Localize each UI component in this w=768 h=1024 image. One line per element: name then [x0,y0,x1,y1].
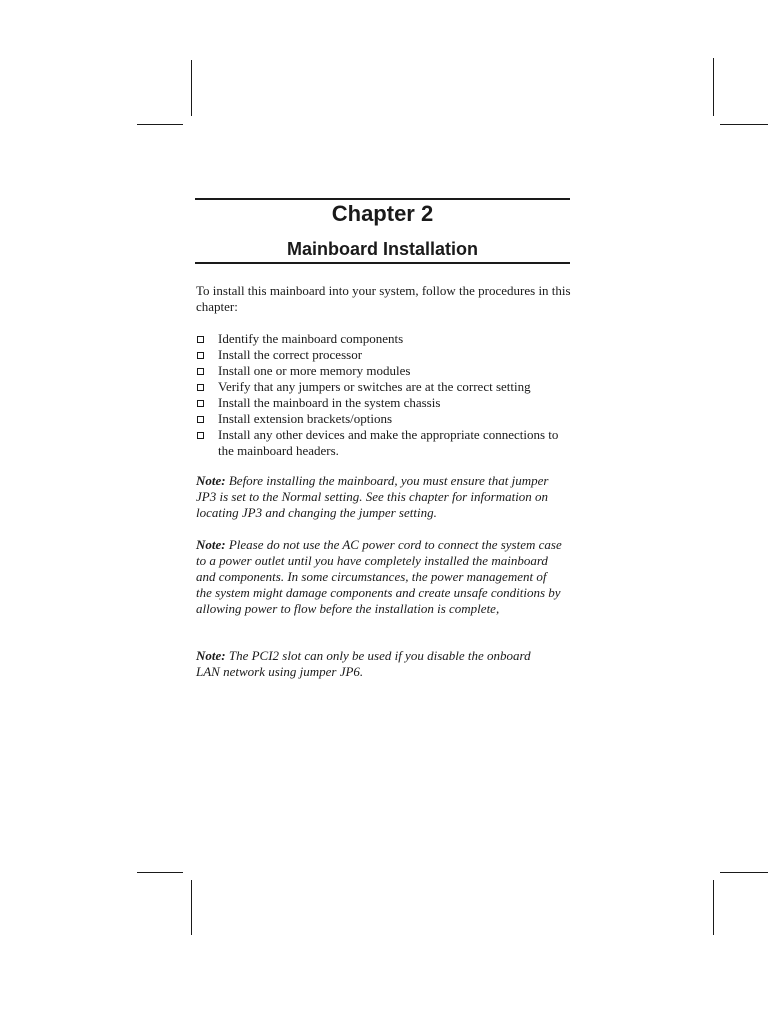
checkbox-bullet-icon [197,336,204,343]
list-item-text: Install the mainboard in the system chassis [218,395,441,410]
checkbox-bullet-icon [197,368,204,375]
list-item [196,363,576,379]
crop-mark-top-right-horizontal [720,124,768,125]
checkbox-bullet-icon [197,400,204,407]
note-label: Note: [196,537,226,552]
list-item-text: Install extension brackets/options [218,411,393,426]
note-jp3 [196,473,568,521]
list-item-text: Install the correct processor [218,347,363,362]
checkbox-bullet-icon [197,416,204,423]
list-item [196,331,576,347]
list-item [196,347,576,363]
crop-mark-bottom-right-horizontal [720,872,768,873]
note-power-cord [196,537,564,617]
note-label: Note: [196,648,226,663]
intro-paragraph: To install this mainboard into your system, follow the procedures in this chapter: [196,283,571,314]
bottom-rule [195,262,570,264]
crop-mark-top-left-horizontal [137,124,183,125]
crop-mark-top-left-vertical [191,60,192,116]
note-text: The PCI2 slot can only be used if you disable the onboard LAN network using jumper JP6. [196,648,531,679]
note-pci2-slot [196,648,554,680]
checkbox-bullet-icon [197,432,204,439]
list-item [196,411,576,427]
note-text: Before installing the mainboard, you must ensure that jumper JP3 is set to the Normal setting. See this chapter for information on locating JP3 and changing the jumper setting. [196,473,549,520]
crop-mark-bottom-right-vertical [713,880,714,935]
checkbox-bullet-icon [197,384,204,391]
list-item-text: Install any other devices and make the appropriate connections to the mainboard headers. [218,427,559,458]
list-item [196,379,576,395]
crop-mark-top-right-vertical [713,58,714,116]
note-label: Note: [196,473,226,488]
crop-mark-bottom-left-horizontal [137,872,183,873]
crop-mark-bottom-left-vertical [191,880,192,935]
list-item [196,395,576,411]
checkbox-bullet-icon [197,352,204,359]
list-item-text: Verify that any jumpers or switches are at the correct setting [218,379,531,394]
chapter-title: Chapter 2 [331,201,434,226]
chapter-subtitle: Mainboard Installation [286,239,478,259]
installation-steps-list [196,331,576,459]
list-item [196,427,570,459]
note-text: Please do not use the AC power cord to connect the system case to a power outlet until you have completely installed the mainboard and components. In some circumstances, the power management of the system might damage components and create unsafe conditions by allowing power to flow before the installation is complete, [196,537,562,616]
list-item-text: Identify the mainboard components [218,331,404,346]
list-item-text: Install one or more memory modules [218,363,411,378]
